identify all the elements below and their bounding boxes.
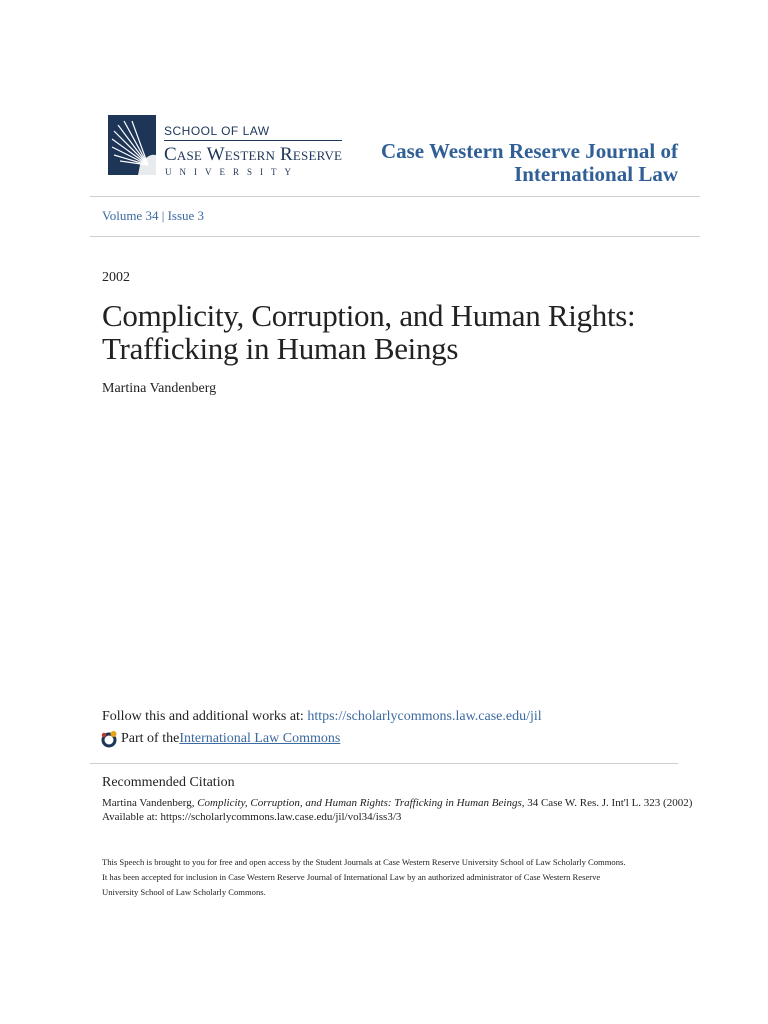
divider xyxy=(90,763,678,764)
part-of-line xyxy=(100,730,340,748)
article-title-line2: Trafficking in Human Beings xyxy=(102,331,459,366)
journal-title-line1[interactable]: Case Western Reserve Journal of xyxy=(380,139,678,163)
commons-network-icon xyxy=(100,730,118,748)
publication-year: 2002 xyxy=(102,270,130,285)
access-notice-line3: University School of Law Scholarly Commons. xyxy=(102,887,266,897)
citation-rest: , 34 Case W. Res. J. Int'l L. 323 (2002) xyxy=(521,797,693,809)
volume-link[interactable]: Volume 34 xyxy=(102,208,159,223)
citation-title: Complicity, Corruption, and Human Rights: Trafficking in Human Beings xyxy=(197,797,522,809)
access-notice-line1: This Speech is brought to you for free and open access by the Student Journals at Case Western Reserve University School of Law Scholarly Commons. xyxy=(102,857,626,867)
logo-school-text: SCHOOL OF LAW xyxy=(164,124,270,138)
article-author: Martina Vandenberg xyxy=(102,381,217,396)
journal-title-line2[interactable]: International Law xyxy=(514,162,678,186)
logo-name-text: Case Western Reserve xyxy=(164,144,343,165)
divider xyxy=(90,236,700,237)
sunburst-logo-icon xyxy=(108,115,156,175)
citation-line xyxy=(102,796,702,810)
follow-link[interactable]: https://scholarlycommons.law.case.edu/jil xyxy=(307,709,542,724)
logo-divider xyxy=(164,140,342,141)
divider xyxy=(90,196,700,197)
volume-separator: | xyxy=(161,208,165,223)
article-title xyxy=(102,299,702,365)
article-title-line1: Complicity, Corruption, and Human Rights: xyxy=(102,298,636,333)
logo-university-text: UNIVERSITY xyxy=(165,167,299,177)
citation-heading: Recommended Citation xyxy=(102,775,235,790)
access-notice xyxy=(102,855,682,900)
journal-title[interactable] xyxy=(381,140,678,186)
citation-author: Martina Vandenberg, xyxy=(102,797,198,809)
follow-prefix: Follow this and additional works at: xyxy=(102,709,308,724)
volume-issue xyxy=(102,208,204,224)
follow-line xyxy=(102,709,542,725)
international-law-commons-link[interactable]: International Law Commons xyxy=(179,731,341,746)
access-notice-line2: It has been accepted for inclusion in Case Western Reserve Journal of International Law by an authorized administrator of Case Western Reserve xyxy=(102,872,601,882)
citation-text xyxy=(102,796,702,824)
issue-link[interactable]: Issue 3 xyxy=(167,208,205,223)
school-logo xyxy=(108,115,348,179)
citation-available: Available at: https://scholarlycommons.law.case.edu/jil/vol34/iss3/3 xyxy=(102,811,402,823)
part-of-prefix: Part of the xyxy=(121,731,180,746)
